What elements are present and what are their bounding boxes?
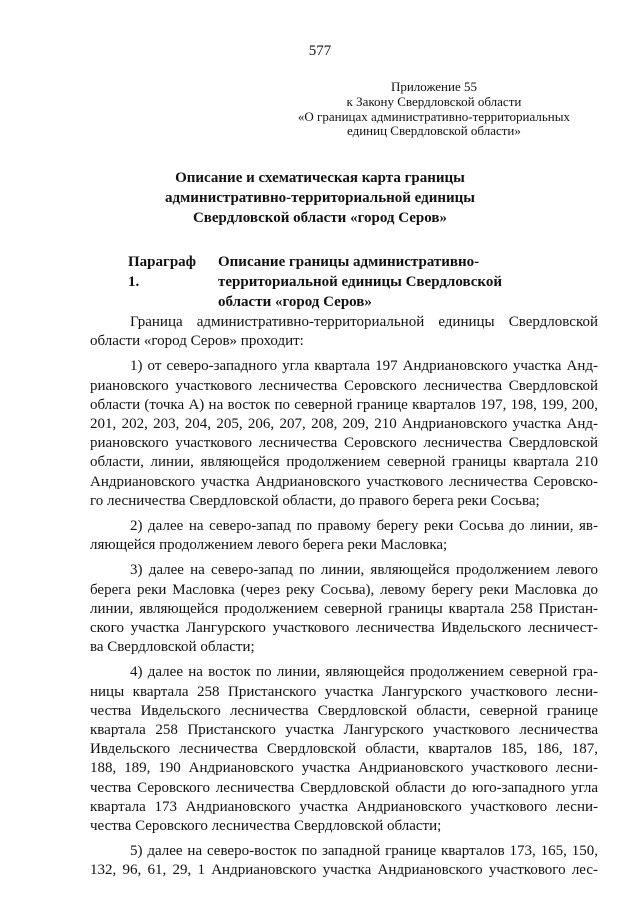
text-line: 3) далее на северо-запад по линии, являющейся продолжением левого xyxy=(130,562,598,579)
text-line: ского участка Лангурского участкового лесничества Ивдельского лесничест- xyxy=(90,620,598,637)
document-title xyxy=(0,168,640,228)
boundary-item-5 xyxy=(90,842,598,880)
heading-line: территориальной единицы Свердловской xyxy=(218,274,502,290)
text-line: берега реки Масловка (через реку Сосьва), левому берегу реки Масловка до xyxy=(90,581,598,598)
text-line: чества Серовского лесничества Свердловской области до юго-западного угла xyxy=(90,779,598,796)
text-line: чества Серовского лесничества Свердловской области; xyxy=(90,818,442,835)
appendix-note xyxy=(298,80,570,139)
text-line: 188, 189, 190 Андриановского участка Андриановского участкового лесни- xyxy=(90,760,598,777)
text-line: 5) далее на северо-восток по западной границе кварталов 173, 165, 150, xyxy=(130,843,598,860)
text-line: чества Ивдельского лесничества Свердловской области, северной границе xyxy=(90,702,598,719)
text-line: 201, 202, 203, 204, 205, 206, 207, 208, 209, 210 Андриановского участка Анд- xyxy=(90,416,598,433)
title-line: административно-территориальной единицы xyxy=(165,190,475,206)
text-line: 4) далее на восток по линии, являющейся продолжением северной гра- xyxy=(130,664,598,681)
text-line: ляющейся продолжением левого берега реки Масловка; xyxy=(90,537,448,554)
text-line: Ивдельского лесничества Свердловской области, кварталов 185, 186, 187, xyxy=(90,741,598,758)
text-line: 1) от северо-западного угла квартала 197 Андриановского участка Анд- xyxy=(130,358,598,375)
text-line: ва Свердловской области; xyxy=(90,639,255,656)
text-line: области, линии, являющейся продолжением северной границы квартала 210 xyxy=(90,454,598,471)
boundary-item-3 xyxy=(90,561,598,657)
heading-line: области «город Серов» xyxy=(218,294,372,310)
text-line: области (точка А) на восток по северной границе кварталов 197, 198, 199, 200, xyxy=(90,396,598,413)
paragraph-label: Параграф 1. xyxy=(128,254,197,290)
text-line: 2) далее на северо-запад по правому берегу реки Сосьва до линии, яв- xyxy=(130,518,598,535)
paragraph-heading-text xyxy=(218,252,538,312)
boundary-item-1 xyxy=(90,357,598,511)
text-line: квартала 258 Пристанского участка Лангурского участкового лесничества xyxy=(90,722,598,739)
text-line: риановского участкового лесничества Серовского лесничества Свердловской xyxy=(90,377,598,394)
text-line: риановского участкового лесничества Серовского лесничества Свердловской xyxy=(90,435,598,452)
title-line: Описание и схематическая карта границы xyxy=(175,170,465,186)
appendix-line: Приложение 55 xyxy=(390,79,477,94)
body-text xyxy=(90,313,598,887)
page-number: 577 xyxy=(308,43,332,59)
text-line: ницы квартала 258 Пристанского участка Лангурского участкового лесни- xyxy=(90,683,598,700)
boundary-item-2 xyxy=(90,517,598,555)
text-line: го лесничества Свердловской области, до правого берега реки Сосьва; xyxy=(90,492,540,509)
appendix-line: единиц Свердловской области» xyxy=(347,123,521,139)
title-line: Свердловской области «город Серов» xyxy=(192,210,448,226)
intro-paragraph xyxy=(90,313,598,351)
boundary-item-4 xyxy=(90,663,598,836)
appendix-line: к Закону Свердловской области xyxy=(346,93,522,109)
appendix-line: «О границах административно-территориальных xyxy=(297,108,570,124)
text-line: Граница административно-территориальной единицы Свердловской xyxy=(130,314,598,330)
heading-line: Описание границы административно- xyxy=(218,254,480,270)
text-line: квартала 173 Андриановского участка Андриановского участкового лесни- xyxy=(90,798,598,815)
text-line: области «город Серов» проходит: xyxy=(90,333,304,350)
text-line: линии, являющейся продолжением северной границы квартала 258 Пристан- xyxy=(90,600,598,617)
text-line: Андриановского участка Андриановского участкового лесничества Серовско- xyxy=(90,473,598,490)
text-line: 132, 96, 61, 29, 1 Андриановского участка Андриановского участкового лес- xyxy=(90,862,598,879)
